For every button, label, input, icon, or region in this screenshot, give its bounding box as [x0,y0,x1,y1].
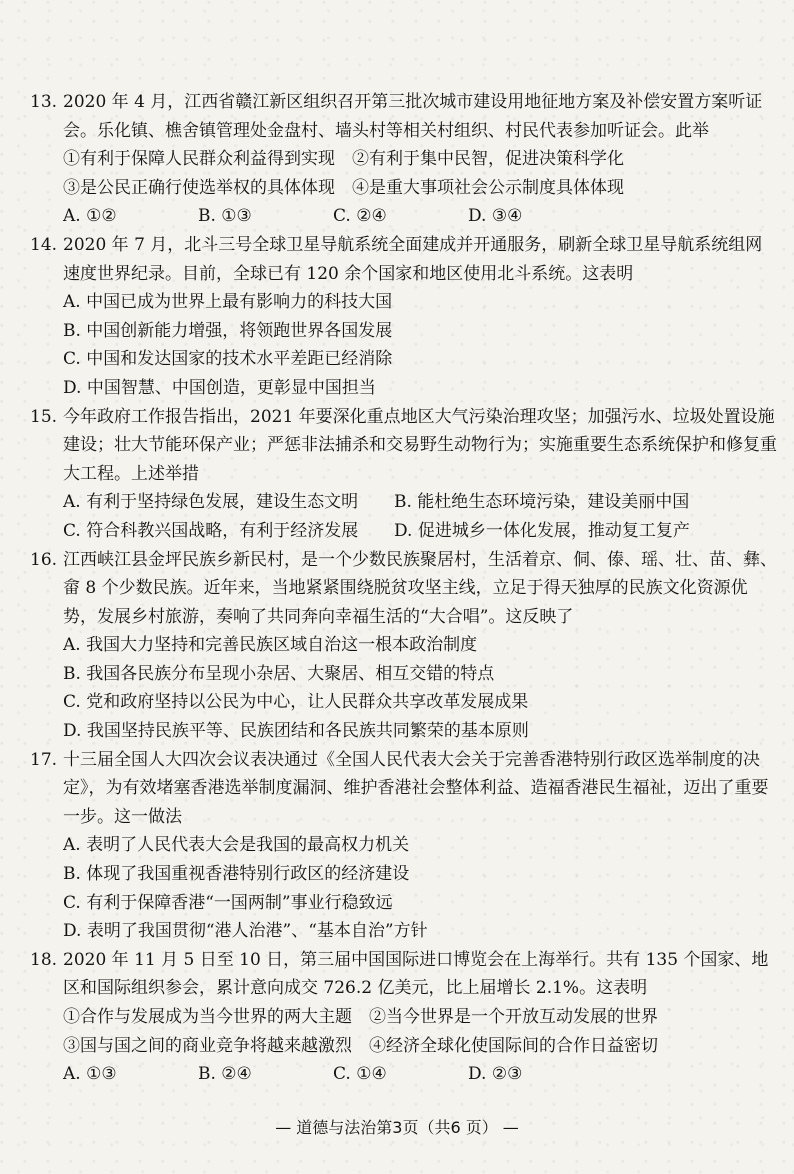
answer-option: B. ①③ [198,206,252,227]
question-stem [30,946,778,1003]
question-16 [30,546,778,746]
option-line: ①有利于保障人民群众利益得到实现 ②有利于集中民智，促进决策科学化 [63,149,624,170]
question-text: 2020 年 11 月 5 日至 10 日，第三届中国国际进口博览会在上海举行。共有 135 个国家、地区和国际组织参会，累计意向成交 726.2 亿美元，比上届增长 2.1%。这表明 [63,949,769,999]
answer-option: C. ②④ [333,206,387,227]
option-line: C. 中国和发达国家的技术水平差距已经消除 [63,349,393,370]
answer-option: D. ②③ [468,1064,523,1085]
option-line: C. 有利于保障香港“一国两制”事业行稳致远 [63,892,393,913]
option-line: ③是公民正确行使选举权的具体体现 ④是重大事项社会公示制度具体体现 [63,177,624,198]
answer-option: C. 符合科教兴国战略，有利于经济发展 [63,520,359,541]
question-text: 十三届全国人大四次会议表决通过《全国人民代表大会关于完善香港特别行政区选举制度的决定》，为有效堵塞香港选举制度漏洞、维护香港社会整体利益、造福香港民生福祉，迈出了重要一步。这一做法 [63,749,769,827]
option-line: B. 中国创新能力增强，将领跑世界各国发展 [63,320,393,341]
question-14 [30,231,778,403]
answer-option: B. 能杜绝生态环境污染，建设美丽中国 [394,492,690,513]
question-number: 15. [30,406,58,427]
option-line: D. 我国坚持民族平等、民族团结和各民族共同繁荣的基本原则 [63,721,529,742]
question-stem [30,746,778,832]
question-stem [30,231,778,288]
option-line: C. 党和政府坚持以公民为中心，让人民群众共享改革发展成果 [63,692,529,713]
question-stem [30,88,778,145]
question-17 [30,746,778,946]
answer-options [30,202,778,231]
option-line: B. 我国各民族分布呈现小杂居、大聚居、相互交错的特点 [63,663,495,684]
answer-option: A. ①③ [63,1064,117,1085]
option-line: A. 中国已成为世界上最有影响力的科技大国 [63,292,393,313]
question-stem [30,546,778,632]
option-line: D. 中国智慧、中国创造，更彰显中国担当 [63,377,376,398]
question-list [30,88,778,1089]
question-text: 今年政府工作报告指出，2021 年要深化重点地区大气污染治理攻坚；加强污水、垃圾处置设施建设；壮大节能环保产业；严惩非法捕杀和交易野生动物行为；实施重要生态系统保护和修复重大工程。上述举措 [63,406,777,484]
option-line: A. 我国大力坚持和完善民族区域自治这一根本政治制度 [63,635,478,656]
question-number: 16. [30,549,58,570]
answer-option: B. ②④ [198,1064,252,1085]
question-text: 江西峡江县金坪民族乡新民村，是一个少数民族聚居村，生活着京、侗、傣、瑶、壮、苗、彝、畲 8 个少数民族。近年来，当地紧紧围绕脱贫攻坚主线，立足于得天独厚的民族文化资源优势，发展乡村旅游，奏响了共同奔向幸福生活的“大合唱”。这反映了 [63,549,777,627]
answer-options [30,488,778,517]
answer-option: C. ①④ [333,1064,387,1085]
question-18 [30,946,778,1089]
question-15 [30,403,778,546]
option-line: ③国与国之间的商业竞争将越来越激烈 ④经济全球化使国际间的合作日益密切 [63,1035,658,1056]
page-footer: — 道德与法治第3页（共6 页） — [275,1118,519,1137]
question-text: 2020 年 7 月，北斗三号全球卫星导航系统全面建成并开通服务，刷新全球卫星导航系统组网速度世界纪录。目前，全球已有 120 余个国家和地区使用北斗系统。这表明 [63,234,763,284]
question-text: 2020 年 4 月，江西省赣江新区组织召开第三批次城市建设用地征地方案及补偿安置方案听证会。乐化镇、樵舍镇管理处金盘村、墙头村等相关村组织、村民代表参加听证会。此举 [63,92,763,141]
answer-option: A. ①② [63,206,117,227]
option-line: A. 表明了人民代表大会是我国的最高权力机关 [63,835,410,856]
answer-option: D. 促进城乡一体化发展，推动复工复产 [394,520,690,541]
answer-options [30,1060,778,1089]
option-line: B. 体现了我国重视香港特别行政区的经济建设 [63,864,410,885]
question-number: 14. [30,234,58,255]
answer-option: A. 有利于坚持绿色发展，建设生态文明 [63,492,359,513]
option-line: ①合作与发展成为当今世界的两大主题 ②当今世界是一个开放互动发展的世界 [63,1007,658,1027]
answer-option: D. ③④ [468,206,523,227]
question-number: 13. [30,92,58,112]
question-number: 17. [30,749,58,770]
question-stem [30,403,778,489]
question-13 [30,88,778,231]
answer-options [30,517,778,546]
option-line: D. 表明了我国贯彻“港人治港”、“基本自治”方针 [63,921,428,942]
question-number: 18. [30,949,58,970]
